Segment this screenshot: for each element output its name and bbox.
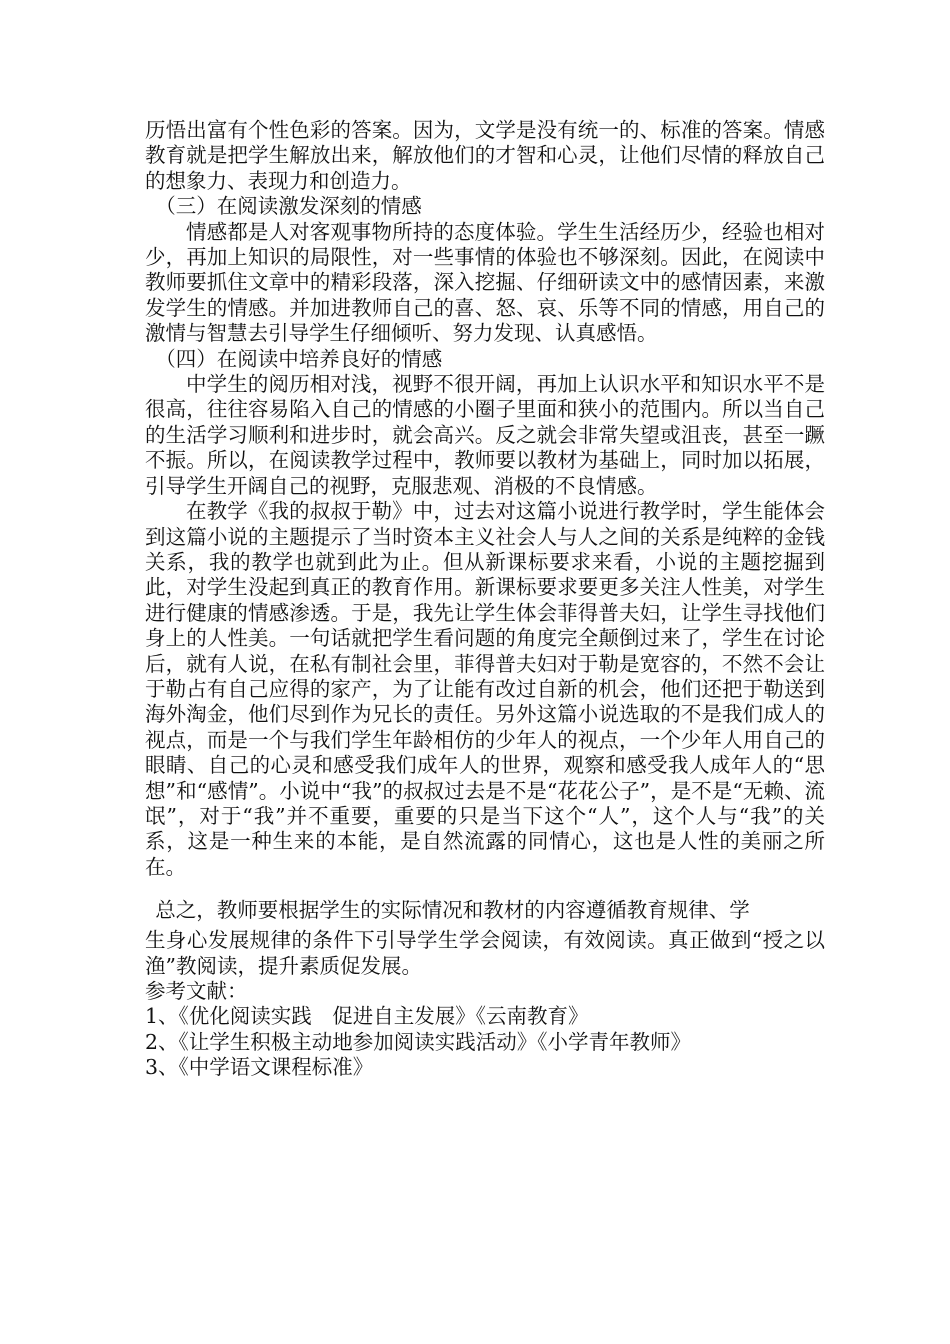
- document-body: [145, 118, 825, 1081]
- paragraph-section-4b: 在教学《我的叔叔于勒》中，过去对这篇小说进行教学时，学生能体会到这篇小说的主题提示了当时资本主义社会人与人之间的关系是纯粹的金钱关系，我的教学也就到此为止。但从新课标要求来看，小说的主题挖掘到此，对学生没起到真正的教育作用。新课标要求要更多关注人性美，对学生进行健康的情感渗透。于是，我先让学生体会菲得普夫妇，让学生寻找他们身上的人性美。一句话就把学生看问题的角度完全颠倒过来了，学生在讨论后，就有人说，在私有制社会里，菲得普夫妇对于勒是宽容的，不然不会让于勒占有自己应得的家产，为了让能有改过自新的机会，他们还把于勒送到海外淘金，他们尽到作为兄长的责任。另外这篇小说选取的不是我们成人的视点，而是一个与我们学生年龄相仿的少年人的视点，一个少年人用自己的眼睛、自己的心灵和感受我们成年人的世界，观察和感受我人成年人的“思想”和“感情”。小说中“我”的叔叔过去是不是“花花公子”，是不是“无赖、流氓”，对于“我”并不重要，重要的只是当下这个“人”，这个人与“我”的关系，这是一种生来的本能，是自然流露的同情心，这也是人性的美丽之所在。: [145, 499, 825, 879]
- section-heading-4: （四）在阅读中培养良好的情感: [155, 346, 443, 371]
- section-heading-3: （三）在阅读激发深刻的情感: [155, 194, 422, 219]
- references-title: 参考文献：: [145, 979, 248, 1003]
- reference-item-1: 1、《优化阅读实践 促进自主发展》《云南教育》: [145, 1004, 589, 1029]
- paragraph-intro: 历悟出富有个性色彩的答案。因为，文学是没有统一的、标准的答案。情感教育就是把学生解放出来，解放他们的才智和心灵，让他们尽情的释放自己的想象力、表现力和创造力。: [145, 118, 825, 193]
- summary-line-1: 总之，教师要根据学生的实际情况和教材的内容遵循教育规律、学: [155, 898, 750, 923]
- paragraph-section-4a: 中学生的阅历相对浅，视野不很开阔，再加上认识水平和知识水平不是很高，往往容易陷入自己的情感的小圈子里面和狭小的范围内。所以当自己的生活学习顺利和进步时，就会高兴。反之就会非常失望或沮丧，甚至一蹶不振。所以，在阅读教学过程中，教师要以教材为基础上，同时加以拓展，引导学生开阔自己的视野，克服悲观、消极的不良情感。: [145, 372, 825, 498]
- summary-line-2: 生身心发展规律的条件下引导学生学会阅读，有效阅读。真正做到“授之以渔”教阅读，提升素质促发展。: [145, 928, 825, 978]
- reference-item-3: 3、《中学语文课程标准》: [145, 1055, 374, 1080]
- reference-item-2: 2、《让学生积极主动地参加阅读实践活动》《小学青年教师》: [145, 1029, 692, 1054]
- paragraph-section-3: 情感都是人对客观事物所持的态度体验。学生生活经历少，经验也相对少，再加上知识的局限性，对一些事情的体验也不够深刻。因此，在阅读中教师要抓住文章中的精彩段落，深入挖掘、仔细研读文中的感情因素，来激发学生的情感。并加进教师自己的喜、怒、哀、乐等不同的情感，用自己的激情与智慧去引导学生仔细倾听、努力发现、认真感悟。: [145, 219, 825, 346]
